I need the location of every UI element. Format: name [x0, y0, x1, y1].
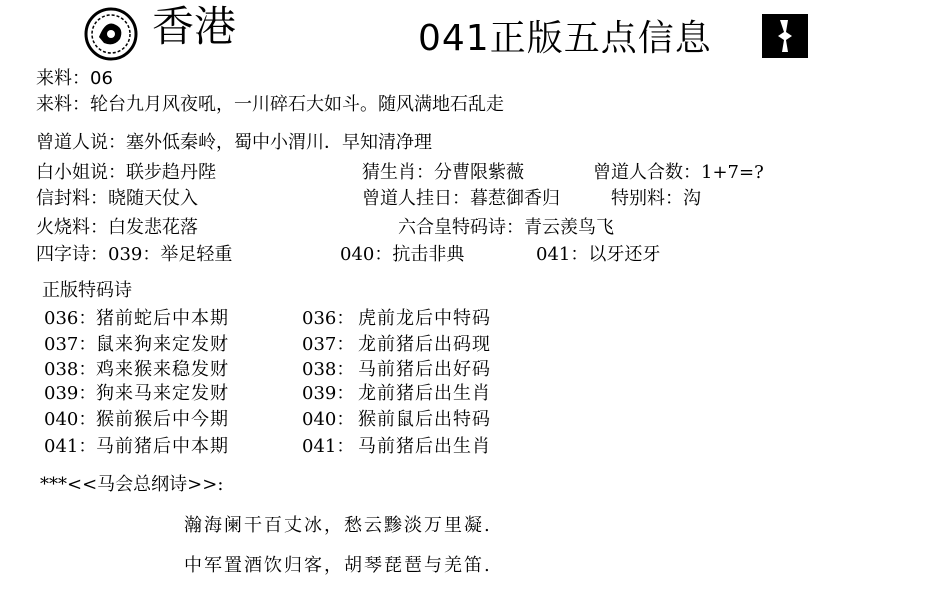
- poem-right-number: 037：: [302, 334, 355, 355]
- poem-right-number: 039：: [302, 383, 355, 404]
- poem-right-number: 041：: [302, 436, 355, 457]
- guess-zodiac: 猜生肖：分曹限紫薇: [362, 162, 524, 183]
- four-char-poem-040: 040：抗击非典: [340, 244, 465, 265]
- poem-right-text: 猴前鼠后出特码: [358, 409, 491, 430]
- poem-left-text: 狗来马来定发财: [96, 383, 229, 404]
- poem-right-number: 038：: [302, 359, 355, 380]
- poem-left-number: 037：: [44, 334, 97, 355]
- poem-right-number: 040：: [302, 409, 355, 430]
- liuhe-poem: 六合皇特码诗：青云羡鸟飞: [398, 217, 614, 238]
- four-char-poem-039: 四字诗：039：举足轻重: [36, 244, 233, 265]
- poem-left-number: 041：: [44, 436, 97, 457]
- poem-right-number: 036：: [302, 308, 355, 329]
- poem-left-text: 猴前猴后中今期: [96, 409, 229, 430]
- poem-left-number: 039：: [44, 383, 97, 404]
- brand-title: 香港: [152, 2, 237, 51]
- source-text: 来料：轮台九月风夜吼，一川碎石大如斗。随风满地石乱走: [36, 94, 504, 115]
- envelope-material: 信封料：晓随天仗入: [36, 188, 198, 209]
- poem-right-text: 虎前龙后中特码: [358, 308, 491, 329]
- bai-says: 白小姐说：联步趋丹陛: [36, 162, 216, 183]
- poem-left-text: 鼠来狗来定发财: [96, 334, 229, 355]
- zeng-says: 曾道人说：塞外低秦岭，蜀中小渭川．早知清净理: [36, 132, 432, 153]
- horse-poem-line-1: 瀚海阑干百丈冰，愁云黪淡万里凝.: [184, 515, 492, 536]
- poem-left-number: 036：: [44, 308, 97, 329]
- four-char-poem-041: 041：以牙还牙: [536, 244, 661, 265]
- poem-left-text: 鸡来猴来稳发财: [96, 359, 229, 380]
- zeng-sum: 曾道人合数：1+7=?: [593, 162, 764, 183]
- fire-material: 火烧料：白发悲花落: [36, 217, 198, 238]
- emblem-logo: [84, 7, 138, 61]
- poem-right-text: 龙前猪后出生肖: [358, 383, 491, 404]
- zeng-hang-day: 曾道人挂日：暮惹御香归: [362, 188, 560, 209]
- page-title: 041正版五点信息: [418, 18, 712, 59]
- source-number: 来料：06: [36, 68, 113, 89]
- poem-left-number: 040：: [44, 409, 97, 430]
- poem-left-text: 马前猪后中本期: [96, 436, 229, 457]
- poem-section-title: 正版特码诗: [42, 280, 132, 301]
- stamp-image: [762, 14, 808, 58]
- poem-left-number: 038：: [44, 359, 97, 380]
- horse-poem-title: ***<<马会总纲诗>>:: [40, 474, 224, 495]
- poem-right-text: 龙前猪后出码现: [358, 334, 491, 355]
- special-material: 特别料：沟: [611, 188, 701, 209]
- horse-poem-line-2: 中军置酒饮归客，胡琴琵琶与羌笛.: [184, 555, 492, 576]
- poem-left-text: 猪前蛇后中本期: [96, 308, 229, 329]
- poem-right-text: 马前猪后出好码: [358, 359, 491, 380]
- poem-right-text: 马前猪后出生肖: [358, 436, 491, 457]
